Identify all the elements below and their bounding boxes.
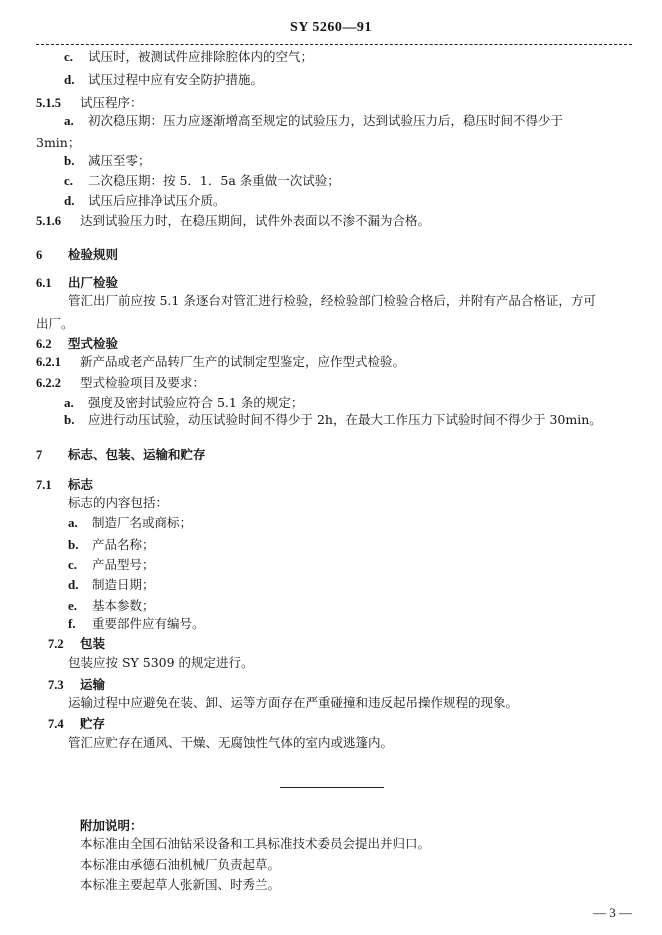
end-separator [280, 787, 384, 788]
clause-6-2-1: 6.2.1 新产品或老产品转厂生产的试制定型鉴定，应作型式检验。 [36, 354, 406, 369]
list-item: b. 产品名称； [68, 537, 155, 552]
clause-7-3-heading: 7.3 运输 [48, 677, 106, 692]
clause-7-2-heading: 7.2 包装 [48, 636, 106, 651]
clause-5-1-5-heading: 5.1.5 试压程序： [36, 95, 143, 110]
standard-header: SY 5260—91 [290, 20, 372, 35]
notes-line: 本标准由承德石油机械厂负责起草。 [80, 857, 281, 872]
clause-6-1-heading: 6.1 出厂检验 [36, 275, 119, 290]
list-item: e. 基本参数； [68, 598, 155, 613]
list-item: c. 试压时，被测试件应排除腔体内的空气； [64, 49, 314, 64]
header-rule [36, 44, 632, 45]
section-7-heading: 7 标志、包装、运输和贮存 [36, 447, 206, 462]
list-item: b. 减压至零； [64, 153, 151, 168]
list-item: a. 强度及密封试验应符合 5.1 条的规定； [64, 395, 304, 410]
list-item: b. 应进行动压试验，动压试验时间不得少于 2h，在最大工作压力下试验时间不得少于 30min。 [64, 412, 602, 427]
clause-6-2-heading: 6.2 型式检验 [36, 336, 119, 351]
clause-7-3-text: 运输过程中应避免在装、卸、运等方面存在严重碰撞和违反起吊操作规程的现象。 [68, 695, 519, 710]
clause-5-1-6: 5.1.6 达到试验压力时，在稳压期间，试件外表面以不渗不漏为合格。 [36, 213, 431, 228]
clause-7-2-text: 包装应按 SY 5309 的规定进行。 [68, 655, 254, 670]
page-number: — 3 — [593, 905, 632, 920]
list-item: f. 重要部件应有编号。 [68, 616, 205, 631]
clause-7-4-text: 管汇应贮存在通风、干燥、无腐蚀性气体的室内或逃篷内。 [68, 735, 394, 750]
clause-6-1-continuation: 出厂。 [36, 316, 74, 331]
list-item-continuation: 3min； [36, 135, 81, 150]
section-6-heading: 6 检验规则 [36, 247, 119, 262]
list-item: c. 产品型号； [68, 557, 155, 572]
clause-7-1-heading: 7.1 标志 [36, 477, 94, 492]
clause-7-4-heading: 7.4 贮存 [48, 716, 106, 731]
list-item: d. 试压过程中应有安全防护措施。 [64, 72, 264, 87]
notes-title: 附加说明： [80, 818, 143, 833]
clause-6-2-2: 6.2.2 型式检验项目及要求： [36, 375, 206, 390]
list-item: a. 初次稳压期：压力应逐渐增高至规定的试验压力，达到试验压力后，稳压时间不得少于 [64, 113, 564, 128]
clause-6-1-text: 管汇出厂前应按 5.1 条逐台对管汇进行检验，经检验部门检验合格后，并附有产品合格证，方可 [68, 293, 596, 308]
notes-line: 本标准由全国石油钻采设备和工具标准技术委员会提出并归口。 [80, 836, 431, 851]
notes-line: 本标准主要起草人张新国、时秀兰。 [80, 877, 281, 892]
list-item: a. 制造厂名或商标； [68, 515, 193, 530]
clause-7-1-intro: 标志的内容包括： [68, 495, 169, 510]
list-item: d. 试压后应排净试压介质。 [64, 193, 226, 208]
list-item: c. 二次稳压期：按 5．1．5a 条重做一次试验； [64, 173, 340, 188]
list-item: d. 制造日期； [68, 577, 155, 592]
